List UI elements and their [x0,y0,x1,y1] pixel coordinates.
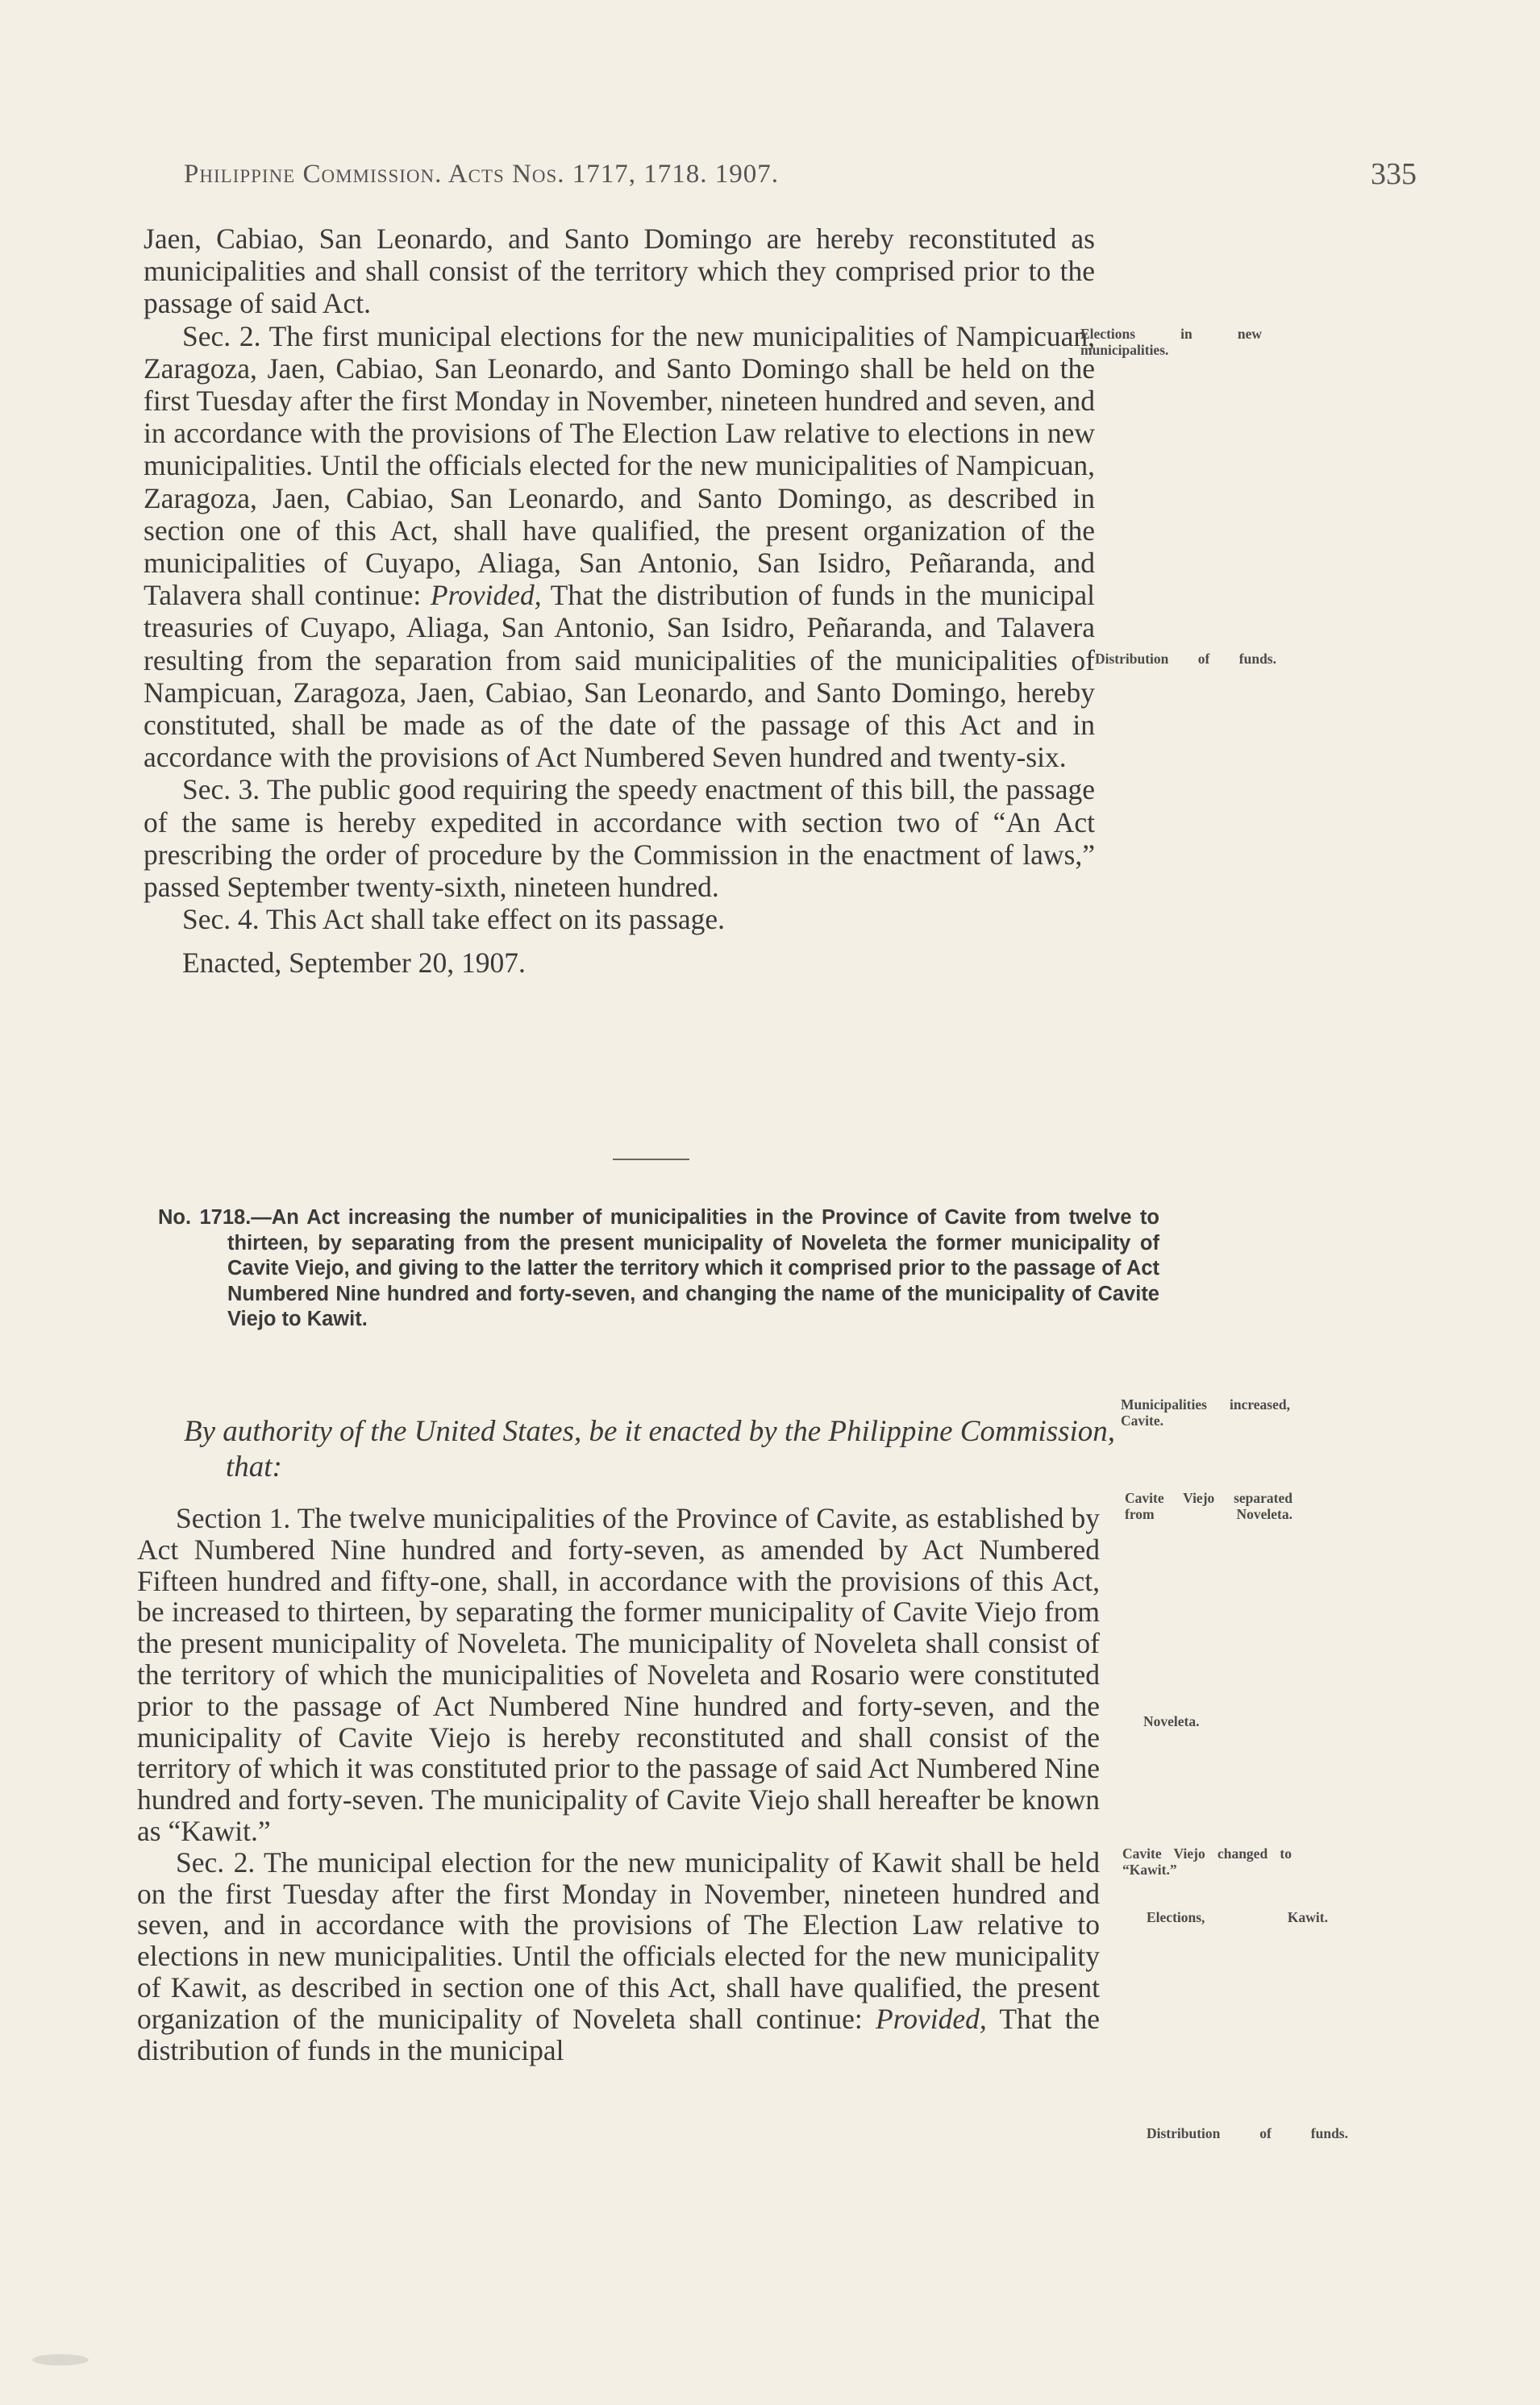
act-1718-body [137,1503,1100,2066]
section-2-proviso: That the distribution of funds in the municipal treasuries of Cuyapo, Aliaga, San Antonio, San Isidro, Peñaranda, and Talavera resulting from the separation from said municipalities of the municipalities of Nampicuan, Zaragoza, Jaen, Cabiao, San Leonardo, and Santo Domingo, hereby constituted, shall be made as of the date of the passage of this Act and in accordance with the provisions of Act Numbered Seven hundred and twenty-six. [144,579,1096,774]
separator-rule [613,1159,689,1160]
section-4-paragraph: Sec. 4. This Act shall take effect on its passage. [182,903,726,936]
provided-word: Provided, [876,2002,987,2035]
paper-stain [32,2354,89,2365]
side-note-distribution-2: Distribution of funds. [1147,2125,1348,2141]
section-2-proviso: That the distribution of funds in the municipal [137,2002,1101,2066]
side-note-elections-kawit: Elections, Kawit. [1147,1909,1328,1925]
provided-word: Provided, [430,579,542,612]
section-2-paragraph [144,320,1095,774]
page-number: 335 [1371,157,1417,191]
side-note-municipalities-increased: Municipalities increased, Cavite. [1121,1396,1290,1429]
act-1718-title: No. 1718.—An Act increasing the number of municipalities in the Province of Cavite from twelve to thirteen, by separating from the present municipality of Noveleta the former municipality of Cavite Viejo, and giving to the latter the territory which it comprised prior to the passage of Act Numbered Nine hundred and forty-seven, and changing the name of the municipality of Cavite Viejo to Kawit. [158,1206,1159,1331]
side-note-changed-to-kawit: Cavite Viejo changed to “Kawit.” [1122,1845,1292,1878]
side-note-noveleta: Noveleta. [1143,1713,1200,1729]
enacted-date: Enacted, September 20, 1907. [182,947,526,980]
act-1717-body [144,223,1095,980]
enacting-clause: By authority of the United States, be it enacted by the Philippine Commission, that: [184,1415,1116,1483]
section-1-paragraph: Section 1. The twelve municipalities of the Province of Cavite, as established by Act Numbered Nine hundred and forty-seven, as amended by Act Numbered Fifteen hundred and fifty-one, shall, in accordance with the provisions of this Act, be increased to thirteen, by separating the former municipality of Cavite Viejo from the present municipality of Noveleta. The municipality of Noveleta shall consist of the territory of which the municipalities of Noveleta and Rosario were constituted prior to the passage of Act Numbered Nine hundred and forty-seven, and the municipality of Cavite Viejo is hereby reconstituted and shall consist of the territory of which it was constituted prior to the passage of said Act Numbered Nine hundred and forty-seven. The municipality of Cavite Viejo shall hereafter be known as “Kawit.” [137,1502,1100,1847]
section-2-text: Sec. 2. The first municipal elections for the new municipalities of Nampicuan, Zaragoza, Jaen, Cabiao, San Leonardo, and Santo Domingo shall be held on the first Tuesday after the first Monday in November, nineteen hundred and seven, and in accordance with the provisions of The Election Law relative to elections in new municipalities. Until the officials elected for the new municipalities of Nampicuan, Zaragoza, Jaen, Cabiao, San Leonardo, and Santo Domingo, as described in section one of this Act, shall have qualified, the present organization of the municipalities of Cuyapo, Aliaga, San Antonio, San Isidro, Peñaranda, and Talavera shall continue: [144,319,1095,612]
side-note-elections-new: Elections in new municipalities. [1080,326,1262,358]
side-note-distribution: Distribution of funds. [1095,651,1276,667]
section-2-text: Sec. 2. The municipal election for the new municipality of Kawit shall be held on the first Tuesday after the first Monday in November, nineteen hundred and seven, and in accordance with the provisions of The Election Law relative to elections in new municipalities. Until the officials elected for the new municipality of Kawit, as described in section one of this Act, shall have qualified, the present organization of the municipality of Noveleta shall continue: [137,1845,1100,2035]
section-2-paragraph [137,1847,1100,2066]
section-3-paragraph: Sec. 3. The public good requiring the speedy enactment of this bill, the passage of the same is hereby expedited in accordance with section two of “An Act prescribing the order of procedure by the Commission in the enactment of laws,” passed September twenty-sixth, nineteen hundred. [144,773,1095,904]
paragraph-continuation: Jaen, Cabiao, San Leonardo, and Santo Domingo are hereby reconstituted as municipalities and shall consist of the territory which they comprised prior to the passage of said Act. [144,223,1095,320]
running-head: Philippine Commission. Acts Nos. 1717, 1718. 1907. [184,160,780,189]
side-note-cavite-viejo-separated: Cavite Viejo separated from Noveleta. [1125,1490,1292,1522]
